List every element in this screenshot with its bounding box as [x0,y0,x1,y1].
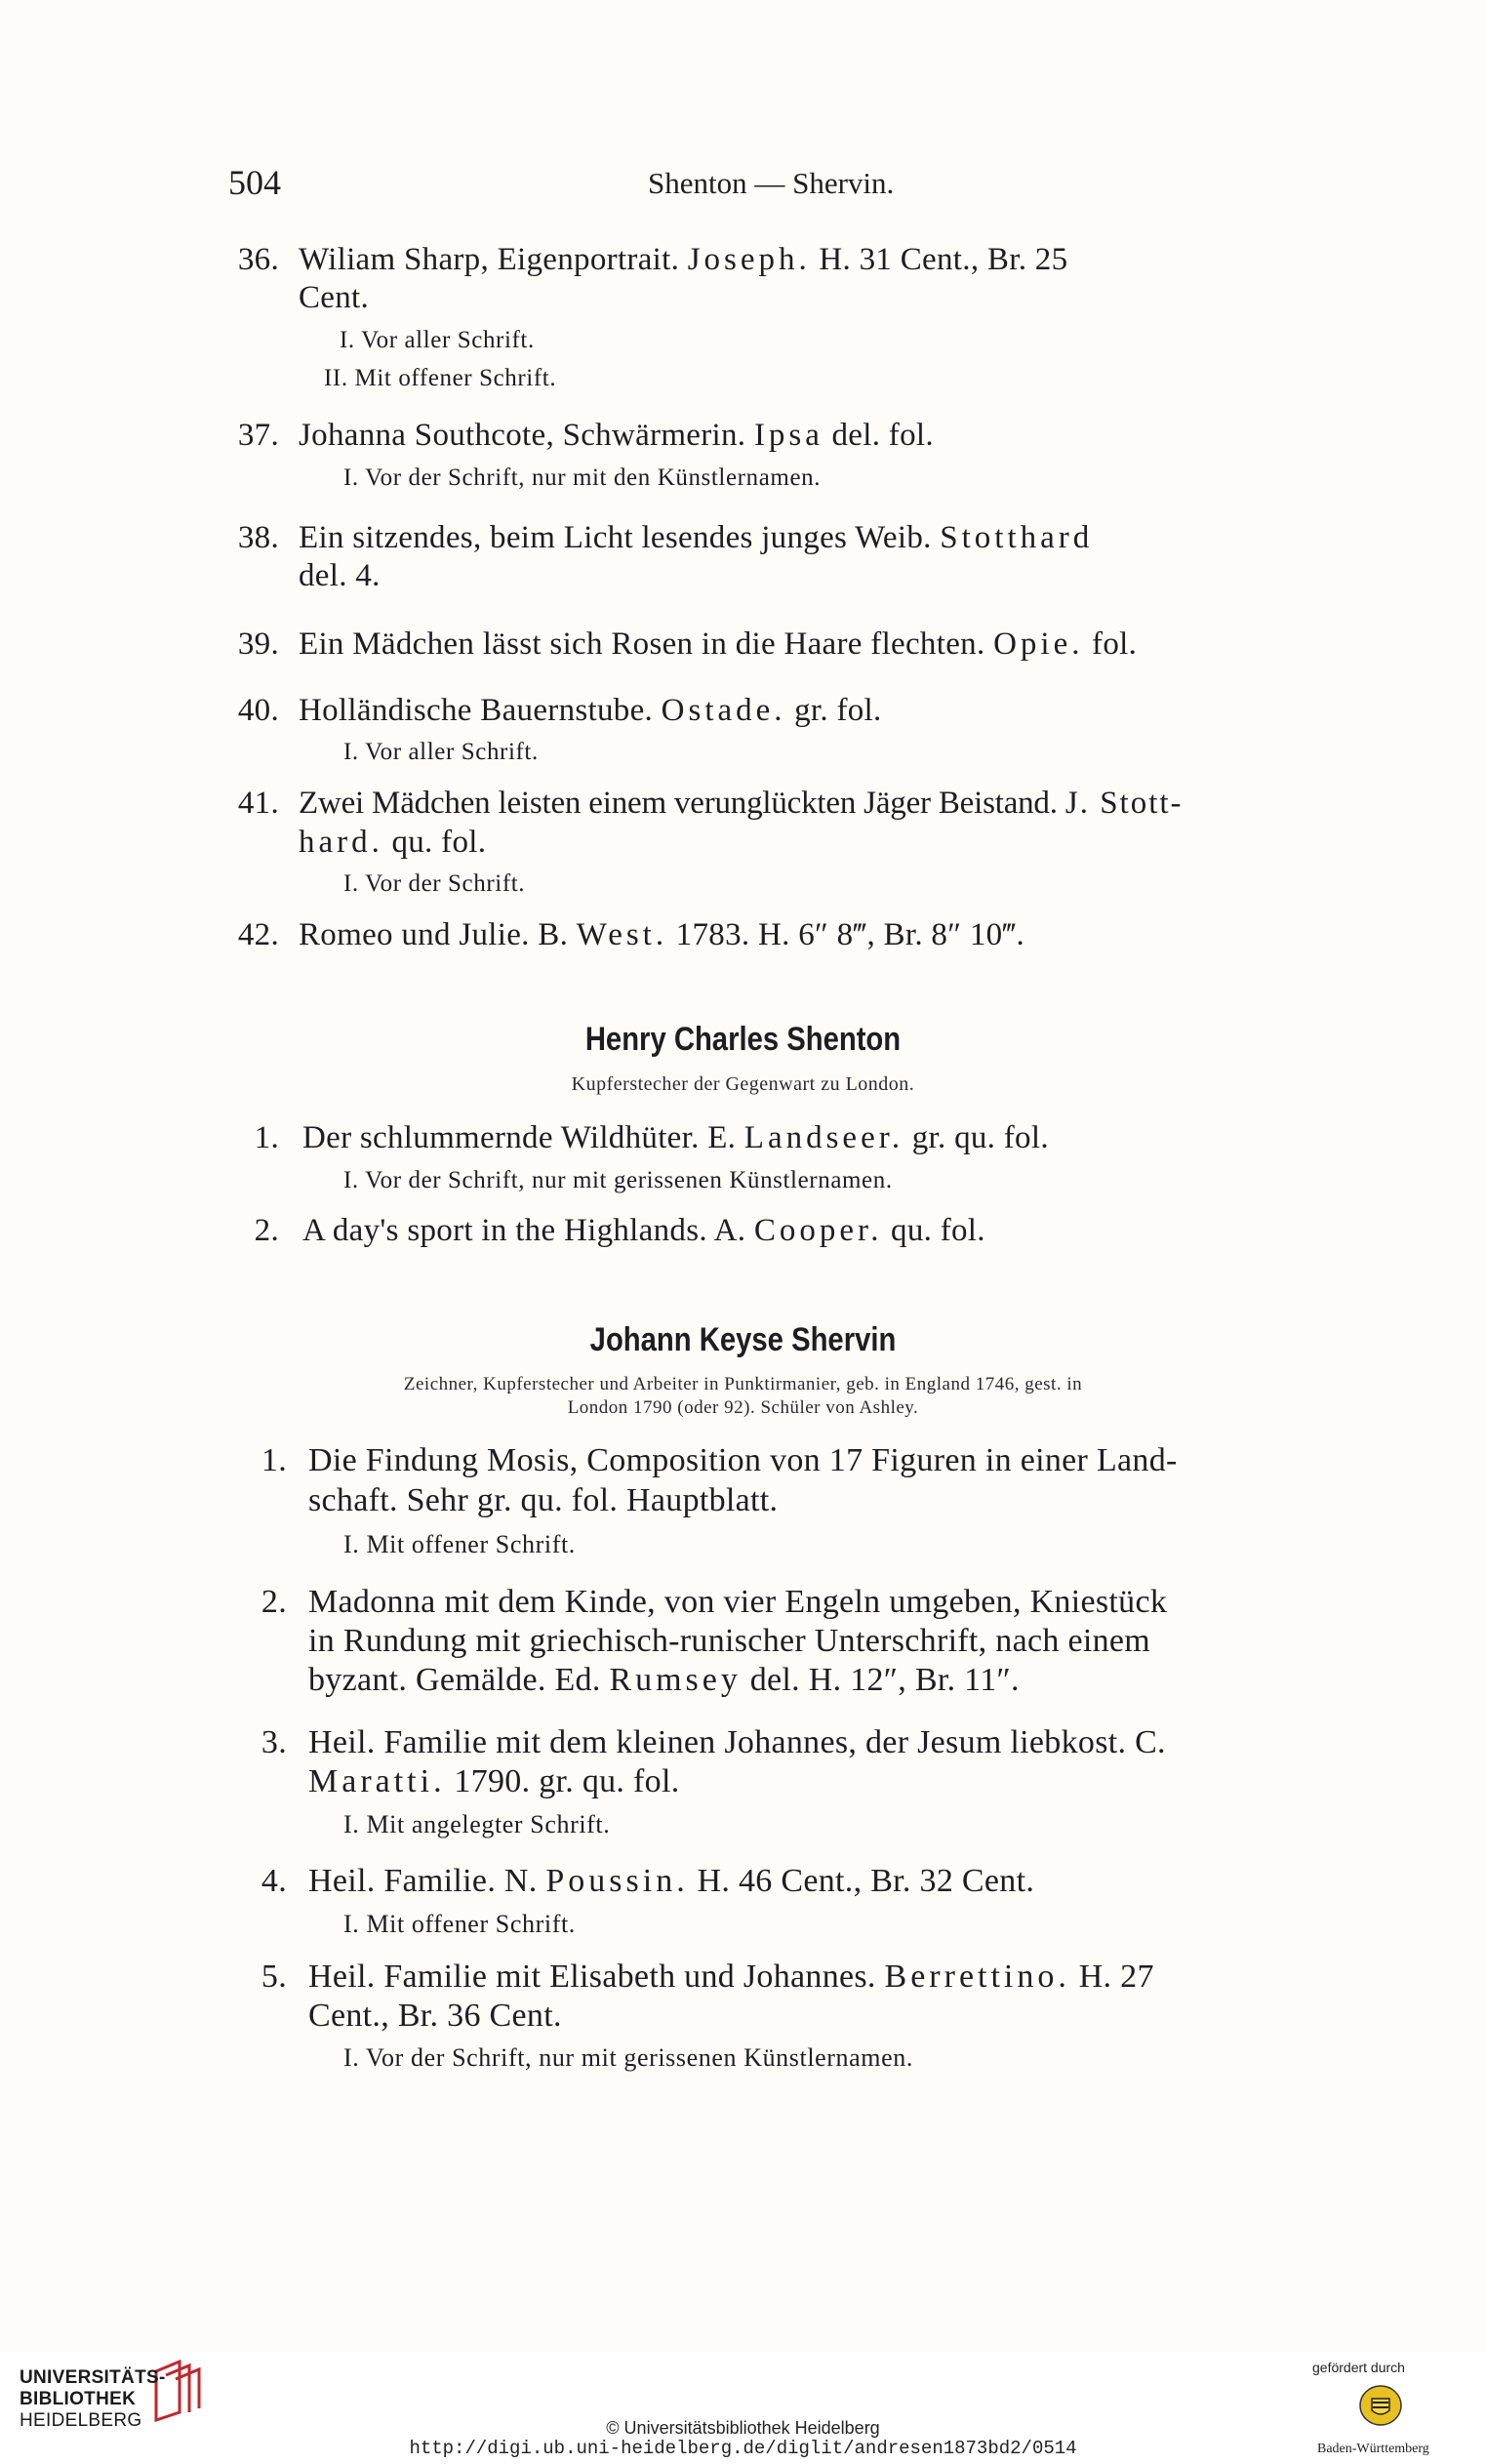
entry-text-cont: Cent., Br. 36 Cent. [308,1998,562,2034]
state-note: I. Mit offener Schrift. [343,1910,576,1938]
section-subtitle: Zeichner, Kupferstecher und Arbeiter in Punktirmanier, geb. in England 1746, gest. in [403,1374,1083,1394]
entry-text: Ein sitzendes, beim Licht lesendes junges Weib. Stotthard [299,520,1094,555]
state-note: II. Mit offener Schrift. [324,365,557,391]
state-note: I. Vor der Schrift. [343,870,526,897]
entry-text: Wiliam Sharp, Eigenportrait. Joseph. H. 31 Cent., Br. 25 [299,242,1068,277]
entry-text-cont: Cent. [299,280,370,315]
section-title: Henry Charles Shenton [584,1021,902,1058]
library-city: HEIDELBERG [20,2410,142,2431]
state-name: Baden-Württemberg [1317,2442,1429,2456]
entry-text-cont: in Rundung mit griechisch-runischer Unterschrift, nach einem [308,1623,1151,1659]
entry-text: A day's sport in the Highlands. A. Cooper. qu. fol. [302,1213,985,1248]
entry-text-cont: schaft. Sehr gr. qu. fol. Hauptblatt. [308,1482,779,1518]
entry-text-cont: del. 4. [299,558,381,593]
state-note: I. Vor der Schrift, nur mit gerissenen Künstlernamen. [343,2043,913,2072]
entry-number: 41. [237,786,279,821]
entry-number: 4. [261,1863,287,1899]
state-note: I. Mit offener Schrift. [343,1530,576,1558]
entry-text: Zwei Mädchen leisten einem verunglückten Jäger Beistand. J. Stott- [299,786,1184,821]
entry-number: 37. [237,418,279,453]
entry-text-cont: Maratti. 1790. gr. qu. fol. [308,1763,680,1799]
entry-number: 2. [261,1584,287,1620]
state-note: I. Vor der Schrift, nur mit gerissenen Künstlernamen. [343,1167,893,1193]
state-note: I. Mit angelegter Schrift. [343,1810,611,1838]
entry-text: Der schlummernde Wildhüter. E. Landseer. gr. qu. fol. [302,1120,1049,1155]
entry-text-cont: byzant. Gemälde. Ed. Rumsey del. H. 12″, Br. 11″. [308,1662,1020,1698]
entry-number: 36. [237,242,279,277]
entry-text: Ein Mädchen lässt sich Rosen in die Haare flechten. Opie. fol. [299,626,1138,662]
entry-text-cont: hard. qu. fol. [299,825,487,860]
permalink[interactable]: http://digi.ub.uni-heidelberg.de/diglit/andresen1873bd2/0514 [409,2438,1077,2459]
section-subtitle-cont: London 1790 (oder 92). Schüler von Ashley. [567,1397,919,1418]
running-head: Shenton — Shervin. [648,166,895,200]
entry-number: 39. [237,626,279,662]
entry-number: 38. [237,520,279,555]
funded-by-label: gefördert durch [1312,2360,1405,2375]
section-subtitle: Kupferstecher der Gegenwart zu London. [571,1073,915,1095]
library-name: UNIVERSITÄTS- [20,2367,166,2388]
entry-text: Heil. Familie. N. Poussin. H. 46 Cent., Br. 32 Cent. [308,1863,1035,1899]
section-title: Johann Keyse Shervin [589,1321,897,1358]
entry-number: 1. [254,1120,279,1155]
entry-text: Johanna Southcote, Schwärmerin. Ipsa del. fol. [299,418,934,453]
entry-number: 2. [254,1213,279,1248]
entry-number: 1. [261,1442,287,1478]
coat-of-arms-icon [1358,2383,1403,2428]
entry-text: Romeo und Julie. B. West. 1783. H. 6″ 8‴, Br. 8″ 10‴. [299,917,1025,952]
state-note: I. Vor aller Schrift. [340,327,535,353]
library-name-cont: BIBLIOTHEK [20,2389,137,2409]
entry-text: Holländische Bauernstube. Ostade. gr. fol. [299,693,882,728]
entry-text: Heil. Familie mit Elisabeth und Johannes. Berrettino. H. 27 [308,1959,1154,1995]
page-number: 504 [228,163,281,202]
copyright-notice: © Universitätsbibliothek Heidelberg [606,2418,880,2438]
entry-number: 5. [261,1959,287,1995]
entry-number: 42. [237,917,279,952]
footer [0,2352,1486,2464]
state-note: I. Vor der Schrift, nur mit den Künstlernamen. [343,465,822,491]
entry-text: Madonna mit dem Kinde, von vier Engeln umgeben, Kniestück [308,1584,1168,1620]
entry-number: 40. [237,693,279,728]
entry-text: Heil. Familie mit dem kleinen Johannes, der Jesum liebkost. C. [308,1724,1166,1760]
entry-text: Die Findung Mosis, Composition von 17 Figuren in einer Land- [308,1442,1178,1478]
state-note: I. Vor aller Schrift. [343,739,539,765]
entry-number: 3. [261,1724,287,1760]
